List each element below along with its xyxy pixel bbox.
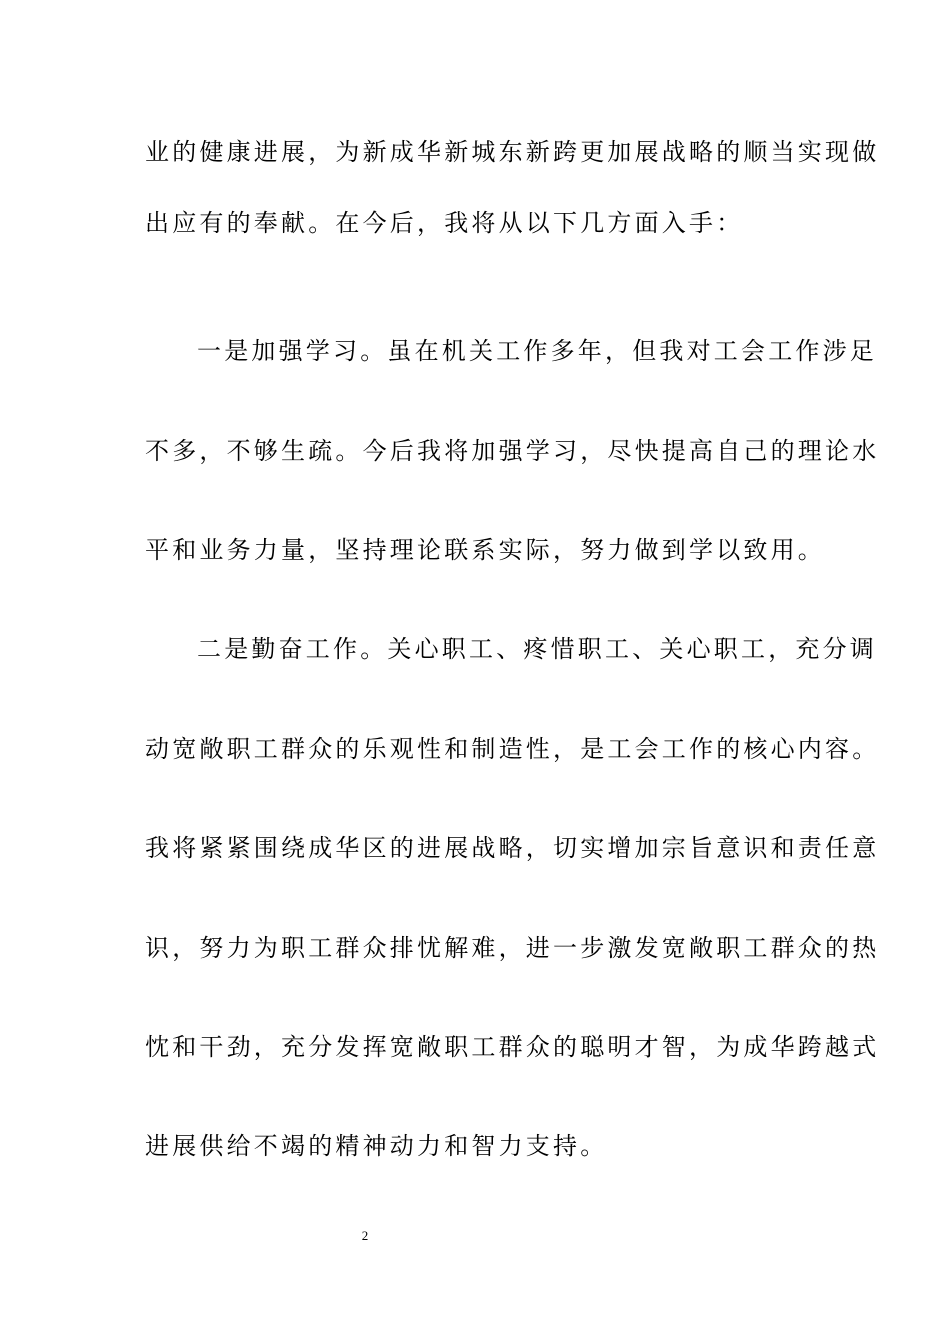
body-text-line: 忱和干劲，充分发挥宽敞职工群众的聪明才智，为成华跨越式 (145, 1033, 880, 1061)
body-text-line: 出应有的奉献。在今后，我将从以下几方面入手： (145, 209, 744, 237)
paragraph-first-line: 一是加强学习。虽在机关工作多年，但我对工会工作涉足 (197, 337, 877, 365)
page-number: 2 (361, 1228, 369, 1243)
body-text-line: 不多，不够生疏。今后我将加强学习，尽快提高自己的理论水 (145, 437, 880, 465)
body-text-line: 识，努力为职工群众排忧解难，进一步激发宽敞职工群众的热 (145, 934, 880, 962)
body-text-line: 业的健康进展，为新成华新城东新跨更加展战略的顺当实现做 (145, 138, 880, 166)
body-text-line: 平和业务力量，坚持理论联系实际，努力做到学以致用。 (145, 536, 825, 564)
body-text-line: 动宽敞职工群众的乐观性和制造性，是工会工作的核心内容。 (145, 735, 880, 763)
body-text-line: 我将紧紧围绕成华区的进展战略，切实增加宗旨意识和责任意 (145, 834, 880, 862)
paragraph-first-line: 二是勤奋工作。关心职工、疼惜职工、关心职工，充分调 (197, 635, 877, 663)
body-text-line: 进展供给不竭的精神动力和智力支持。 (145, 1132, 608, 1160)
